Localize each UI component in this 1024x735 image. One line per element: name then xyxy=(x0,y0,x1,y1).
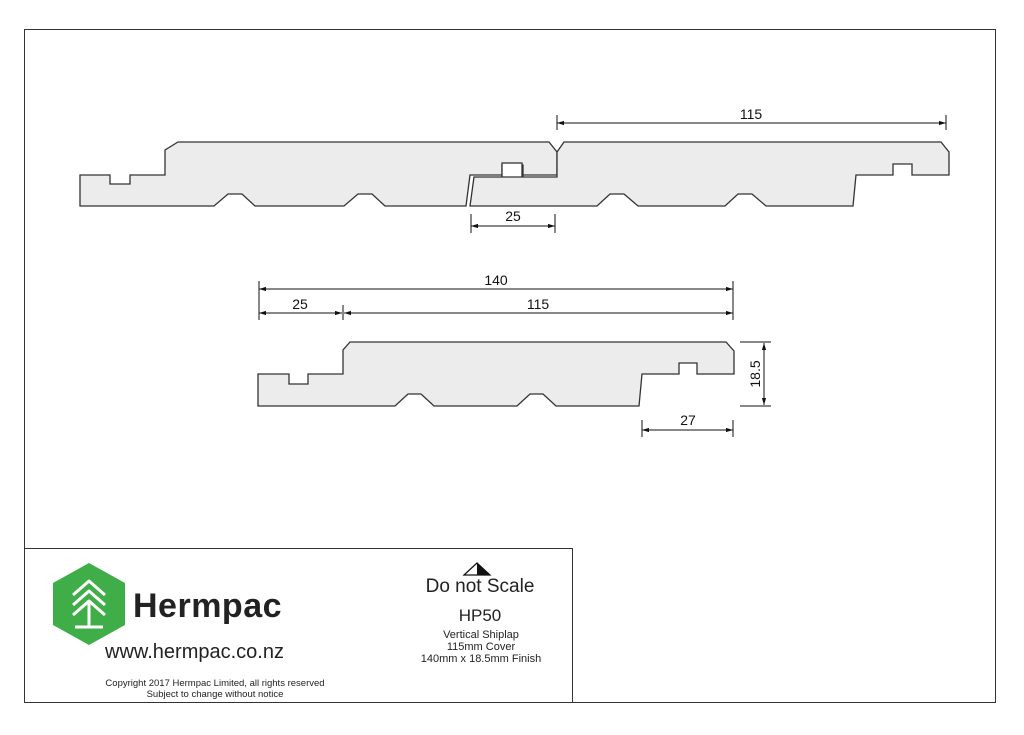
scale-triangle-icon xyxy=(462,561,492,577)
product-code: HP50 xyxy=(458,606,502,625)
brand-name: Hermpac xyxy=(133,587,283,625)
title-block xyxy=(24,548,573,703)
dim-label-tongue: 27 xyxy=(680,412,696,428)
notice-text: Subject to change without notice xyxy=(146,689,284,700)
single-board-profile xyxy=(258,342,734,406)
dim-label-overall: 140 xyxy=(484,272,508,288)
description-line: 115mm Cover xyxy=(446,641,516,653)
copyright-text: Copyright 2017 Hermpac Limited, all rights reserved xyxy=(105,678,325,689)
dim-label-top-cover: 115 xyxy=(739,106,763,122)
website-link[interactable]: www.hermpac.co.nz xyxy=(105,641,284,663)
dim-label-bottom-overlap: 25 xyxy=(292,296,308,312)
description-line: 140mm x 18.5mm Finish xyxy=(420,653,542,665)
tree-chevron-icon xyxy=(51,561,127,647)
dim-label-bottom-cover: 115 xyxy=(526,296,550,312)
dim-label-top-overlap: 25 xyxy=(505,208,521,224)
description-line: Vertical Shiplap xyxy=(443,629,519,641)
scale-note: Do not Scale xyxy=(425,576,535,597)
dim-label-thickness: 18.5 xyxy=(747,360,763,388)
